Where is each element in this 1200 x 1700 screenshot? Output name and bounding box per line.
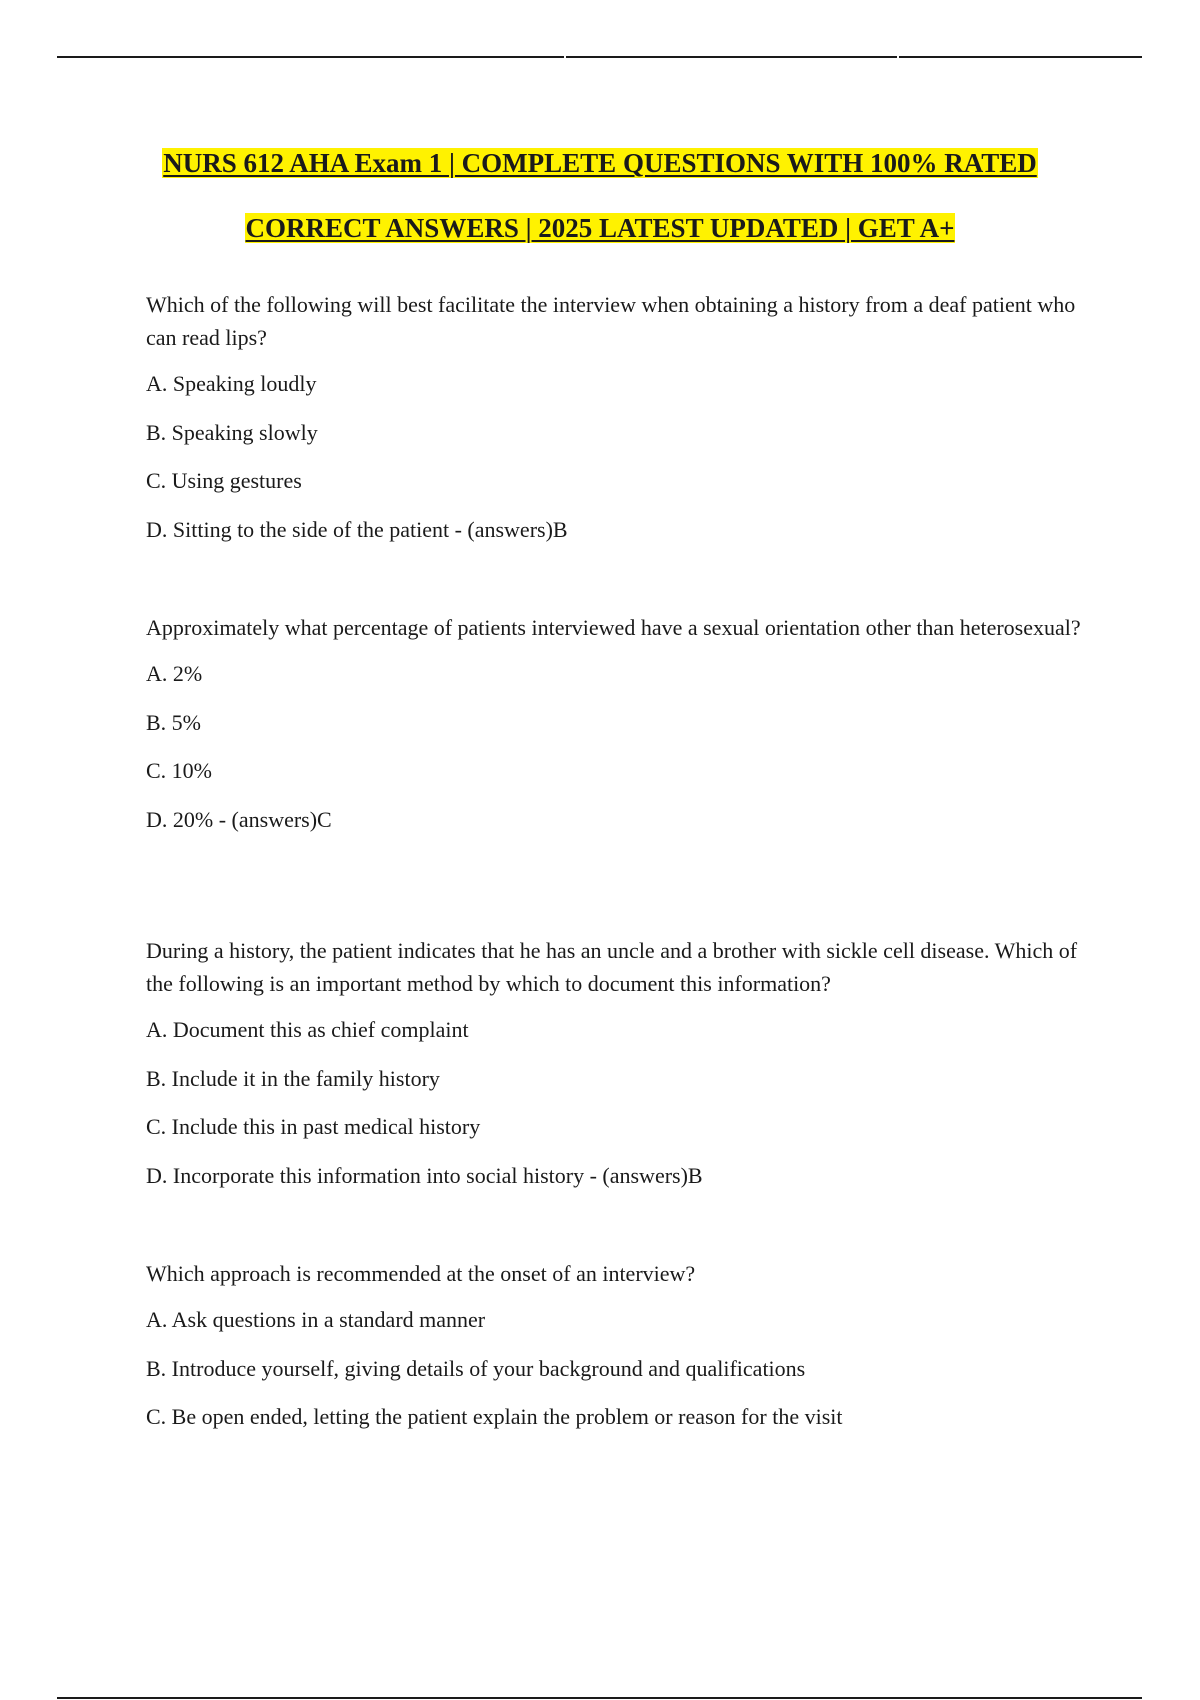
question-block bbox=[146, 1257, 1086, 1451]
answer-option: A. Speaking loudly bbox=[146, 371, 317, 396]
document-title-line-1 bbox=[0, 146, 1200, 180]
title-highlight: NURS 612 AHA Exam 1 | COMPLETE QUESTIONS WITH 100% RATED bbox=[163, 148, 1037, 178]
answer-option: A. 2% bbox=[146, 661, 203, 686]
answer-option: B. 5% bbox=[146, 709, 201, 735]
answer-option: C. Using gestures bbox=[146, 468, 302, 493]
answer-option: D. 20% - (answers)C bbox=[146, 806, 332, 832]
header-rule-segment bbox=[899, 56, 1142, 58]
question-stem: During a history, the patient indicates that he has an uncle and a brother with sickle cell disease. Which of the following is an important method by which to document this information? bbox=[146, 938, 1078, 996]
question-stem: Which of the following will best facilitate the interview when obtaining a history from a deaf patient who can read lips? bbox=[146, 292, 1076, 350]
question-stem: Approximately what percentage of patients interviewed have a sexual orientation other than heterosexual? bbox=[146, 615, 1081, 640]
answer-option: D. Sitting to the side of the patient - (answers)B bbox=[146, 516, 568, 542]
title-highlight: CORRECT ANSWERS | 2025 LATEST UPDATED | GET A+ bbox=[245, 213, 955, 243]
question-block bbox=[146, 934, 1086, 1209]
footer-rule bbox=[57, 1697, 1142, 1699]
answer-option: B. Speaking slowly bbox=[146, 419, 318, 445]
header-rule-segment bbox=[57, 56, 564, 58]
answer-option: D. Incorporate this information into social history - (answers)B bbox=[146, 1162, 703, 1188]
answer-option: C. 10% bbox=[146, 758, 212, 783]
answer-option: A. Document this as chief complaint bbox=[146, 1017, 469, 1042]
answer-option: C. Include this in past medical history bbox=[146, 1114, 481, 1139]
question-stem: Which approach is recommended at the onset of an interview? bbox=[146, 1261, 696, 1286]
answer-option: B. Include it in the family history bbox=[146, 1065, 440, 1091]
answer-option: A. Ask questions in a standard manner bbox=[146, 1307, 486, 1332]
header-rule-segment bbox=[566, 56, 897, 58]
answer-option: B. Introduce yourself, giving details of your background and qualifications bbox=[146, 1355, 806, 1381]
question-block bbox=[146, 288, 1086, 563]
document-title-line-2 bbox=[0, 211, 1200, 245]
question-block bbox=[146, 611, 1086, 853]
answer-option: C. Be open ended, letting the patient explain the problem or reason for the visit bbox=[146, 1404, 843, 1429]
